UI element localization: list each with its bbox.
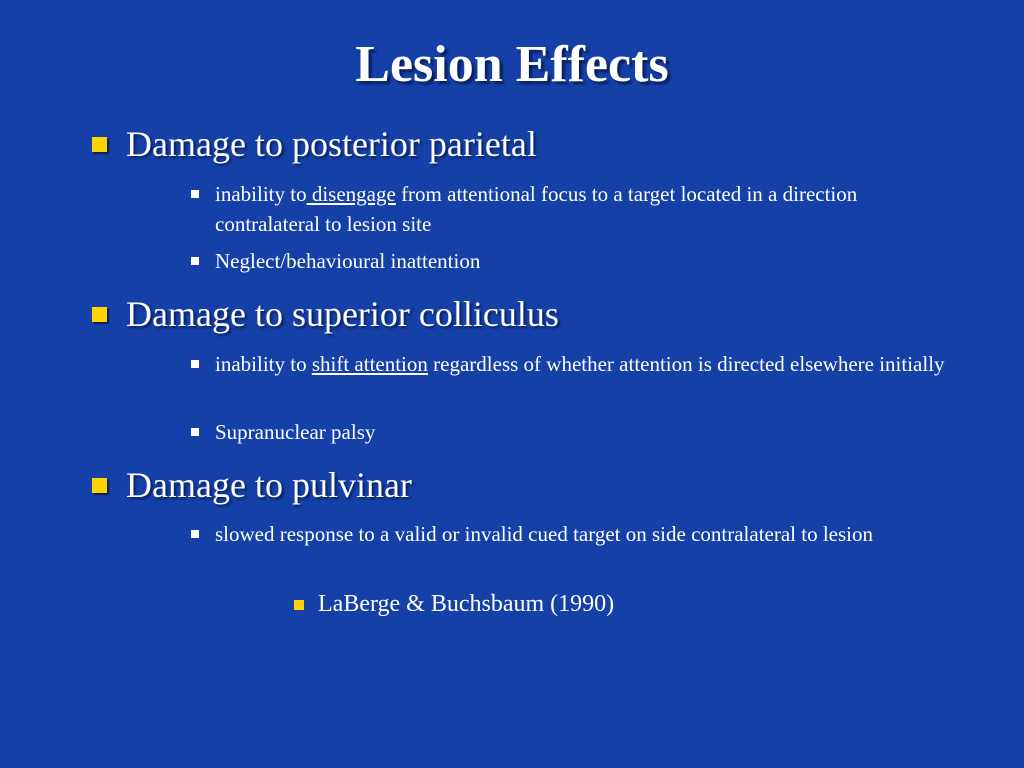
list-item [191,417,951,447]
list-item-text-pre: inability to [215,352,312,376]
list-item [191,519,951,549]
square-bullet-icon [191,428,199,436]
section-heading-text: Damage to posterior parietal [126,124,537,164]
square-bullet-icon [191,530,199,538]
underlined-term-disengage: disengage [306,182,396,206]
list-item [191,246,951,276]
list-item-text-post: regardless of whether attention is directed elsewhere initially [427,352,945,376]
slide-title: Lesion Effects [355,36,669,93]
list-item-text [215,179,951,239]
underlined-term-shift-attention: shift attention [311,352,428,376]
square-bullet-icon [92,478,107,493]
list-item-text: slowed response to a valid or invalid cued target on side contralateral to lesion [215,522,874,546]
list-item-text-post: from attentional focus to a target located in a direction contralateral to lesion site [215,182,858,236]
citation-text: LaBerge & Buchsbaum (1990) [318,591,615,617]
list-item-text [215,349,951,379]
square-bullet-icon [92,307,107,322]
section-heading-text: Damage to superior colliculus [126,294,559,334]
list-item-text: Neglect/behavioural inattention [215,249,481,273]
square-bullet-icon [191,257,199,265]
square-bullet-icon [191,360,199,368]
list-item [191,349,951,379]
list-subitem [294,588,614,620]
square-bullet-icon [191,190,199,198]
list-item-text: Supranuclear palsy [215,420,376,444]
section-heading-text: Damage to pulvinar [126,465,412,505]
square-bullet-icon [92,137,107,152]
square-bullet-icon [294,600,304,610]
list-item-text-pre: inability to [215,182,307,206]
list-item [191,179,951,239]
